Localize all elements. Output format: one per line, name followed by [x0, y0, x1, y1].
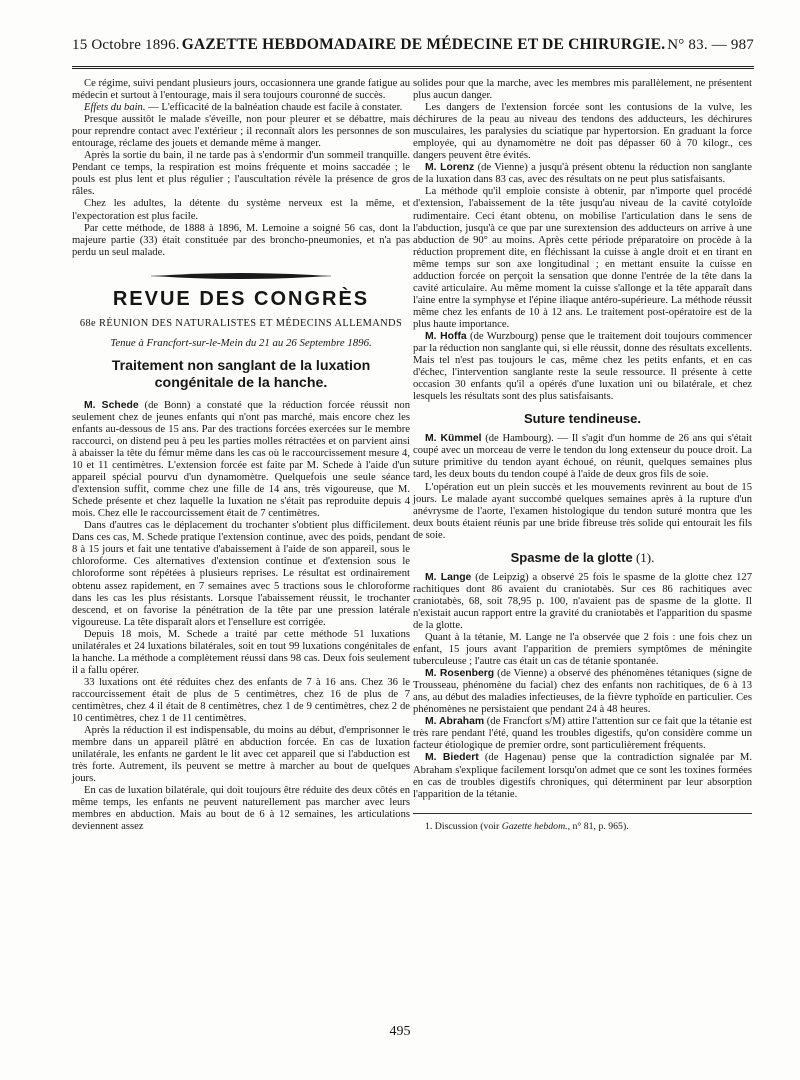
paragraph: Par cette méthode, de 1888 à 1896, M. Lemoine a soigné 56 cas, dont la majeure partie (33) était constituée par des broncho-pneumonies, et n'a pas perdu un seul malade.	[72, 222, 410, 258]
paragraph: Quant à la tétanie, M. Lange ne l'a observée que 2 fois : une fois chez un enfant, 15 jours avant l'apparition de premiers symptômes de méningite tuberculeuse ; l'autre cas était un cas de tétanie spontanée.	[413, 632, 752, 668]
paragraph-text: (de Vienne) a observé des phénomènes tétaniques (signe de Trousseau, phénomène du facial) chez des enfants non rachitiques, de 6 à 13 ans, au début des maladies infectieuses, de la fièvre typhoïde en particulier. Ces phénomènes ne persistaient que pendant 24 à 48 heures.	[413, 668, 752, 716]
author-name: M. Rosenberg	[425, 668, 495, 680]
footnote-citation: Gazette hebdom.	[501, 820, 568, 832]
subheading-inline: Effets du bain.	[84, 102, 146, 114]
footnote-rule	[413, 813, 752, 814]
paragraph: Après la réduction il est indispensable, du moins au début, d'emprisonner le membre dans un appareil plâtré en abduction forcée. En cas de luxation unilatérale, les enfants ne gardent le lit avec cet appareil que si l'abduction est très forte. Autrement, ils peuvent se mettre à marcher au bout de quelques jours.	[72, 725, 410, 785]
paragraph: L'opération eut un plein succès et les mouvements revinrent au bout de 15 jours. Le malade ayant succombé quelques semaines après à la rupture d'un anévrysme de l'aorte, l'examen histologique du tendon suturé montra que les deux bouts étaient réunis par une bride fibreuse très solide qui entourait les fils de soie.	[413, 481, 752, 541]
running-header	[72, 36, 754, 60]
ornamental-divider	[72, 271, 410, 281]
author-name: M. Hoffa	[425, 330, 467, 342]
paragraph-text: (de Francfort s/M) attire l'attention sur ce fait que la tétanie est très rare pendant l'été, quand les troubles digestifs, qu'on considère comme un facteur étiologique de premier ordre, sont particulièrement fréquents.	[413, 716, 752, 752]
congress-heading: 68e RÉUNION DES NATURALISTES ET MÉDECINS ALLEMANDS	[79, 317, 403, 329]
paragraph-text: (de Wurzbourg) pense que le traitement doit toujours commencer par la réduction non sanglante qui, si elle réussit, donne des résultats excellents. Mais tel n'est pas toujours le cas, même chez les petits enfants, et en cas d'échec, l'intervention sanglante reste la seule ressource. Il présente à cette occasion 30 enfants qu'il a opérés d'une luxation uni ou bilatérale, et chez lesquels les résultats sont des plus satisfaisants.	[413, 330, 752, 403]
header-rule	[72, 66, 754, 69]
paragraph	[413, 716, 752, 752]
paragraph	[413, 572, 752, 632]
issue-page-number: N° 83. — 987	[667, 37, 754, 53]
header-date: 15 Octobre 1896.	[72, 37, 180, 53]
subsection-title	[413, 549, 752, 565]
paragraph: Presque aussitôt le malade s'éveille, non pour pleurer et se débattre, mais pour reprendre contact avec l'extérieur ; il reconnaît alors les personnes de son entourage, réclame des jouets et demande même à manger.	[72, 114, 410, 150]
author-name: M. Biedert	[425, 752, 479, 764]
paragraph: En cas de luxation bilatérale, qui doit toujours être réduite des deux côtés en même temps, les enfants ne peuvent naturellement pas marcher avec leurs membres en abduction. Mais au bout de 6 à 12 semaines, les articulations deviennent assez	[72, 785, 410, 833]
right-column	[413, 78, 752, 833]
paragraph-text: (de Hagenau) pense que la contradiction signalée par M. Abraham s'explique facilement lorsqu'on admet que ce sont les toxines formées en cas de troubles digestifs chroniques, qui déterminent par leur absorption l'apparition de la tétanie.	[413, 752, 753, 800]
paragraph-text: (de Hambourg). — Il s'agit d'un homme de 26 ans qui s'était coupé avec un morceau de verre le tendon du long extenseur du pouce droit. La suture primitive du tendon ayant échoué, on réunit, quelques semaines plus tard, les deux bouts du tendon coupé à l'aide de deux gros fils de soie.	[413, 433, 752, 481]
paragraph-text: (de Bonn) a constaté que la réduction forcée réussit non seulement chez de jeunes enfants qui n'ont pas marché, mais encore chez les enfants au-dessous de 15 ans. Par des tractions forcées exercées sur le membre raccourci, on distend peu à peu les parties molles rétractées et on parvient ainsi à abaisser la tête du fémur même dans les cas où le raccourcissement mesure 4, 10 et 11 centimètres. L'extension forcée est faite par M. Schede à l'aide d'un appareil spécial pourvu d'un dynamomètre. Quelquefois une seule séance d'extension suffit, comme chez une fille de 14 ans, très vigoureuse, que M. Schede présente et chez laquelle la luxation ne s'était pas reproduite depuis 4 mois. Chez elle le raccourcissement était de 7 centimètres.	[72, 399, 410, 520]
paragraph: Les dangers de l'extension forcée sont les contusions de la vulve, les déchirures de la peau au niveau des tendons des adducteurs, les déchirures musculaires, les paralysies du sciatique par hypertorsion. En graduant la force employée, qui au dynamomètre ne doit pas dépasser 60 à 70 kilogr., ces dangers peuvent être évités.	[413, 102, 752, 162]
congress-venue: Tenue à Francfort-sur-le-Mein du 21 au 26 Septembre 1896.	[110, 336, 372, 349]
paragraph	[72, 400, 410, 520]
paragraph-text: (de Vienne) a jusqu'à présent obtenu la réduction non sanglante de la luxation dans 83 cas, avec des résultats on ne peut plus satisfaisants.	[413, 162, 752, 186]
paragraph	[413, 331, 752, 403]
footnote-text: , n° 81, p. 965).	[567, 820, 629, 832]
author-name: M. Abraham	[425, 716, 485, 728]
paragraph	[72, 102, 410, 114]
paragraph: Dans d'autres cas le déplacement du trochanter s'obtient plus difficilement. Dans ces cas, M. Schede pratique l'extension continue, avec des poids, pendant 8 à 15 jours et fait une tentative d'abaissement à l'aide de son appareil, sous le chloroforme. Ces alternatives d'extension continue et d'extension sous le chloroforme sont répétées à plusieurs reprises. Le résultat est ordinairement obtenu assez rapidement, en 7 semaines avec 5 tractions sous le chloroforme dans les cas les plus résistants. Lorsque l'abaissement réussit, le trochanter descend, et on favorise la pénétration de la tête par une pression latérale vigoureuse. La tête disparaît alors et l'ensellure est corrigée.	[72, 520, 410, 628]
page-folio: 495	[389, 1024, 411, 1039]
paragraph: solides pour que la marche, avec les membres mis parallèlement, ne présentent plus aucun danger.	[413, 78, 752, 102]
left-column	[72, 78, 410, 833]
footnote	[413, 821, 752, 833]
paragraph-text: — L'efficacité de la balnéation chaude est facile à constater.	[145, 102, 403, 114]
section-heading: REVUE DES CONGRÈS	[112, 287, 370, 310]
journal-title: GAZETTE HEBDOMADAIRE DE MÉDECINE ET DE CHIRURGIE.	[181, 36, 666, 53]
paragraph: Après la sortie du bain, il ne tarde pas à s'endormir d'un sommeil tranquille. Pendant ce temps, la respiration est moins fréquente et moins saccadée ; le pouls est plus lent et plus régulier ; l'auscultation révèle la présence de gros râles.	[72, 150, 410, 198]
footnote-text: 1. Discussion (voir	[425, 820, 502, 832]
subsection-title-text: Spasme de la glotte	[510, 549, 633, 565]
paragraph	[413, 668, 752, 716]
author-name: M. Lorenz	[425, 162, 475, 174]
author-name: M. Kümmel	[425, 433, 482, 445]
paragraph-text: (de Leipzig) a observé 25 fois le spasme de la glotte chez 127 rachitiques dont 86 avaient du craniotabès. Sur ces 86 rachitiques avec craniotabès, 68, soit 78,95 p. 100, n'avaient pas de spasme de la glotte. Il n'existait aucun rapport entre la gravité du craniotabès et l'apparition du spasme de la glotte.	[413, 571, 752, 631]
paragraph: Ce régime, suivi pendant plusieurs jours, occasionnera une grande fatigue au médecin et surtout à l'entourage, mais il sera toujours couronné de succès.	[72, 78, 410, 102]
paragraph: Depuis 18 mois, M. Schede a traité par cette méthode 51 luxations unilatérales et 24 luxations bilatérales, soit en tout 99 luxations congénitales de la hanche. La méthode a complètement réussi dans 98 cas. Deux fois seulement il a fallu opérer.	[72, 628, 410, 676]
paragraph: La méthode qu'il emploie consiste à obtenir, par n'importe quel procédé d'extension, l'abaissement de la tête jusqu'au niveau de la cavité cotyloïde rudimentaire. Ceci étant obtenu, on mobilise l'articulation dans le sens de l'abduction, jusqu'à ce que par une surextension des adducteurs on arrive à une abduction de 90° au moins. Après cette période préparatoire on procède à la réduction proprement dite, en fléchissant la cuisse à angle droit et en tirant en même temps sur son axe longitudinal ; en mettant ensuite la cuisse en adduction forcée on perçoit la sensation que donne l'entrée de la tête dans la cavité articulaire. Au même moment la cuisse s'allonge et la tête apparaît dans l'aine entre la symphyse et l'épine iliaque antéro-supérieure. La méthode réussit même chez les enfants de 10 à 12 ans. Le traitement post-opératoire est de la plus haute importance.	[413, 186, 752, 330]
footnote-marker: (1).	[632, 549, 655, 565]
paragraph: Chez les adultes, la détente du système nerveux est la même, et l'expectoration est plus facile.	[72, 198, 410, 222]
paragraph: 33 luxations ont été réduites chez des enfants de 7 à 16 ans. Chez 36 le raccourcissement était de plus de 5 centimètres, chez 16 de plus de 7 centimètres, chez 4 il était de 8 centimètres, chez 1 de 9 centimètres, chez 2 de 10 centimètres, chez 1 de 11 centimètres.	[72, 676, 410, 725]
paragraph	[413, 162, 752, 186]
subsection-title: Suture tendineuse.	[523, 411, 642, 427]
author-name: M. Schede	[84, 399, 139, 411]
paragraph	[413, 752, 752, 800]
article-title: Traitement non sanglant de la luxation congénitale de la hanche.	[111, 357, 371, 391]
author-name: M. Lange	[425, 571, 472, 583]
paragraph	[413, 433, 752, 481]
